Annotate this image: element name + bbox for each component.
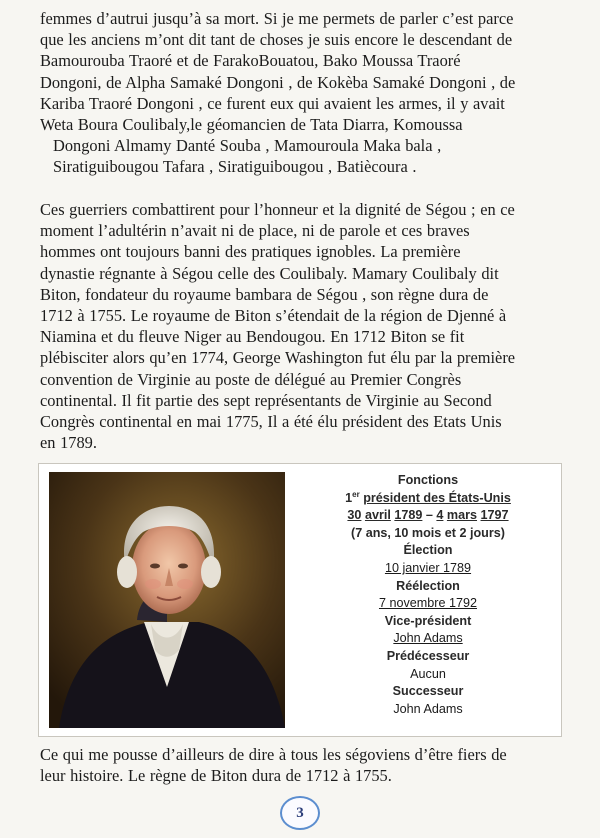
text-line: Bamourouba Traoré et de FarakoBouatou, Bako Moussa Traoré: [40, 51, 461, 71]
page-number-badge: 3: [280, 796, 320, 830]
term-end-day-link[interactable]: 4: [436, 508, 444, 523]
term-end-year-link[interactable]: 1797: [480, 508, 509, 523]
text-line: Dongoni, de Alpha Samaké Dongoni , de Kokèba Samaké Dongoni , de: [40, 72, 516, 92]
washington-infobox: [38, 463, 562, 737]
term-dates: 30 avril 1789 – 4 mars 1797: [347, 508, 509, 523]
text-line: hommes ont toujours banni des pratiques ignobles. La première: [40, 242, 461, 262]
text-line: 1712 à 1755. Le royaume de Biton s’étendait de la région de Djenné à: [40, 306, 507, 326]
text-line: plébisciter alors qu’en 1774, George Washington fut élu par la première: [40, 348, 516, 368]
presidency-title-link[interactable]: président des États-Unis: [363, 490, 511, 505]
text-line: Ces guerriers combattirent pour l’honneur et la dignité de Ségou ; en ce: [40, 200, 515, 219]
text-line: femmes d’autrui jusqu’à sa mort. Si je me permets de parler c’est parce: [40, 9, 514, 28]
text-line: en 1789.: [40, 433, 97, 453]
term-duration: (7 ans, 10 mois et 2 jours): [351, 525, 505, 540]
term-end-month-link[interactable]: mars: [446, 508, 478, 523]
text-line: leur histoire. Le règne de Biton dura de 1712 à 1755.: [40, 766, 392, 786]
reelection-header: Réélection: [396, 578, 460, 593]
vice-president-header: Vice-président: [384, 613, 472, 628]
text-line: Congrès continental en mai 1775, Il a été élu président des Etats Unis: [40, 412, 502, 432]
presidency-details: [301, 472, 555, 718]
vice-president-link[interactable]: John Adams: [393, 631, 463, 646]
successor-header: Successeur: [392, 684, 464, 699]
text-line: que les anciens m’ont dit tant de choses je suis encore le descendant de: [40, 30, 513, 50]
election-date-link[interactable]: 10 janvier 1789: [384, 560, 472, 575]
text-line: Niamina et du fleuve Niger au Bendougou. En 1712 Biton se fit: [40, 327, 465, 347]
text-line: moment l’adultérin n’avait ni de place, ni de parole et ces braves: [40, 221, 470, 241]
paragraph-ancestors: [40, 8, 562, 178]
text-line: Biton, fondateur du royaume bambara de Ségou , son règne dura de: [40, 284, 489, 304]
text-line: Weta Boura Coulibaly,le géomancien de Tata Diarra, Komoussa: [40, 115, 463, 135]
reelection-date-link[interactable]: 7 novembre 1792: [378, 596, 478, 611]
successor-value: John Adams: [393, 701, 463, 716]
paragraph-conclusion: [40, 744, 562, 786]
fonctions-header: Fonctions: [397, 473, 459, 487]
text-line: continental. Il fit partie des sept représentants de Virginie au Second: [40, 390, 492, 410]
term-start-year-link[interactable]: 1789: [394, 508, 423, 523]
text-line: Ce qui me pousse d’ailleurs de dire à tous les ségoviens d’être fiers de: [40, 745, 507, 764]
washington-portrait: [49, 472, 285, 728]
text-line: Siratiguibougou Tafara , Siratiguibougou , Batiècoura .: [53, 157, 417, 177]
text-line: dynastie régnante à Ségou celle des Coulibaly. Mamary Coulibaly dit: [40, 263, 499, 283]
presidency-title: 1er président des États-Unis: [345, 489, 511, 505]
election-header: Élection: [403, 543, 453, 558]
paragraph-biton-washington: [40, 199, 562, 453]
text-line: convention de Virginie au poste de délégué au Premier Congrès: [40, 369, 462, 389]
term-start-day-link[interactable]: 30: [347, 508, 362, 523]
text-line: Dongoni Almamy Danté Souba , Mamouroula Maka bala ,: [53, 136, 442, 156]
term-start-month-link[interactable]: avril: [364, 508, 391, 523]
predecessor-value: Aucun: [410, 666, 446, 681]
predecessor-header: Prédécesseur: [386, 648, 470, 663]
text-line: Kariba Traoré Dongoni , ce furent eux qui avaient les armes, il y avait: [40, 93, 505, 113]
